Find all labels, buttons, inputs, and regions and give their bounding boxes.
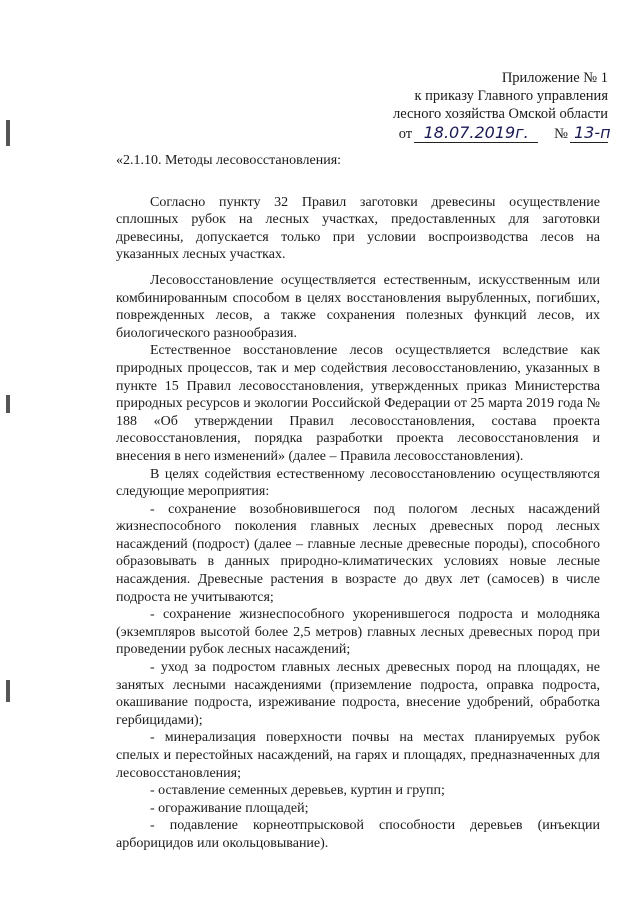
list-item: - огораживание площадей; [150,800,309,816]
list-item: - сохранение возобновившегося под пологом лесных насаждений жизнеспособного поколения главных лесных древесных пород лесных насаждений (подрост) (далее – главные лесные древесные породы), способного образовывать в данных природно-климатических условиях новые лесные насаждения. Древесные растения в возрасте до двух лет (самосев) в числе подроста не учитываются; [116,501,600,605]
list-item: - подавление корнеотпрысковой способности деревьев (инъекции арборицидов или окольцовывание). [116,818,600,851]
paragraph: В целях содействия естественному лесовосстановлению осуществляются следующие мероприятия: [116,466,600,500]
handwritten-date: 18.07.2019г. [414,124,538,143]
document-body [116,152,600,853]
order-date-number-row [348,123,611,143]
number-label: № [554,126,568,142]
paragraph: Естественное восстановление лесов осуществляется вследствие как природных процессов, так и мер содействия лесовосстановлению, указанных в пункте 15 Правил лесовосстановления, утвержденных приказ Министерства природных ресурсов и экологии Российской Федерации от 25 марта 2019 года № 188 «Об утверждении Правил лесовосстановления, состава проекта лесовосстановления, порядка разработки проекта лесовосстановления и внесения в него изменений» (далее – Правила лесовосстановления). [116,343,600,464]
paragraph: Согласно пункту 32 Правил заготовки древесины осуществление сплошных рубок на лесных участках, предоставленных для заготовки древесины, допускается только при условии воспроизводства лесов на указанных лесных участках. [116,194,600,263]
appendix-title: Приложение № 1 [501,70,608,86]
agency-name: лесного хозяйства Омской области [392,106,608,122]
scan-punch-mark [6,395,10,413]
paragraph-gap [116,264,600,272]
list-item: - сохранение жизнеспособного укоренившегося подроста и молодняка (экземпляров высотой более 2,5 метров) главных лесных древесных пород при проведении рубок лесных насаждений; [116,607,600,658]
section-title: «2.1.10. Методы лесовосстановления: [116,153,342,168]
list-item: - оставление семенных деревьев, куртин и групп; [150,783,445,799]
appendix-header [348,69,611,143]
scan-punch-mark [6,120,10,146]
order-reference: к приказу Главного управления [414,88,608,104]
handwritten-number: 13-п [570,124,608,143]
from-label: от [398,126,413,142]
list-item: - минерализация поверхности почвы на местах планируемых рубок спелых и перестойных насаждений, на гарях и площадях, предназначенных для лесовосстановления; [116,730,600,781]
scan-punch-mark [6,680,10,702]
paragraph: Лесовосстановление осуществляется естественным, искусственным или комбинированным способом в целях восстановления вырубленных, погибших, поврежденных лесов, а также сохранения полезных функций лесов, их биологического разнообразия. [116,272,600,341]
list-item: - уход за подростом главных лесных древесных пород на площадях, не занятых лесными насаждениями (приземление подроста, оправка подроста, окашивание подроста, изреживание подроста, внесение удобрений, обработка гербицидами); [116,660,600,728]
